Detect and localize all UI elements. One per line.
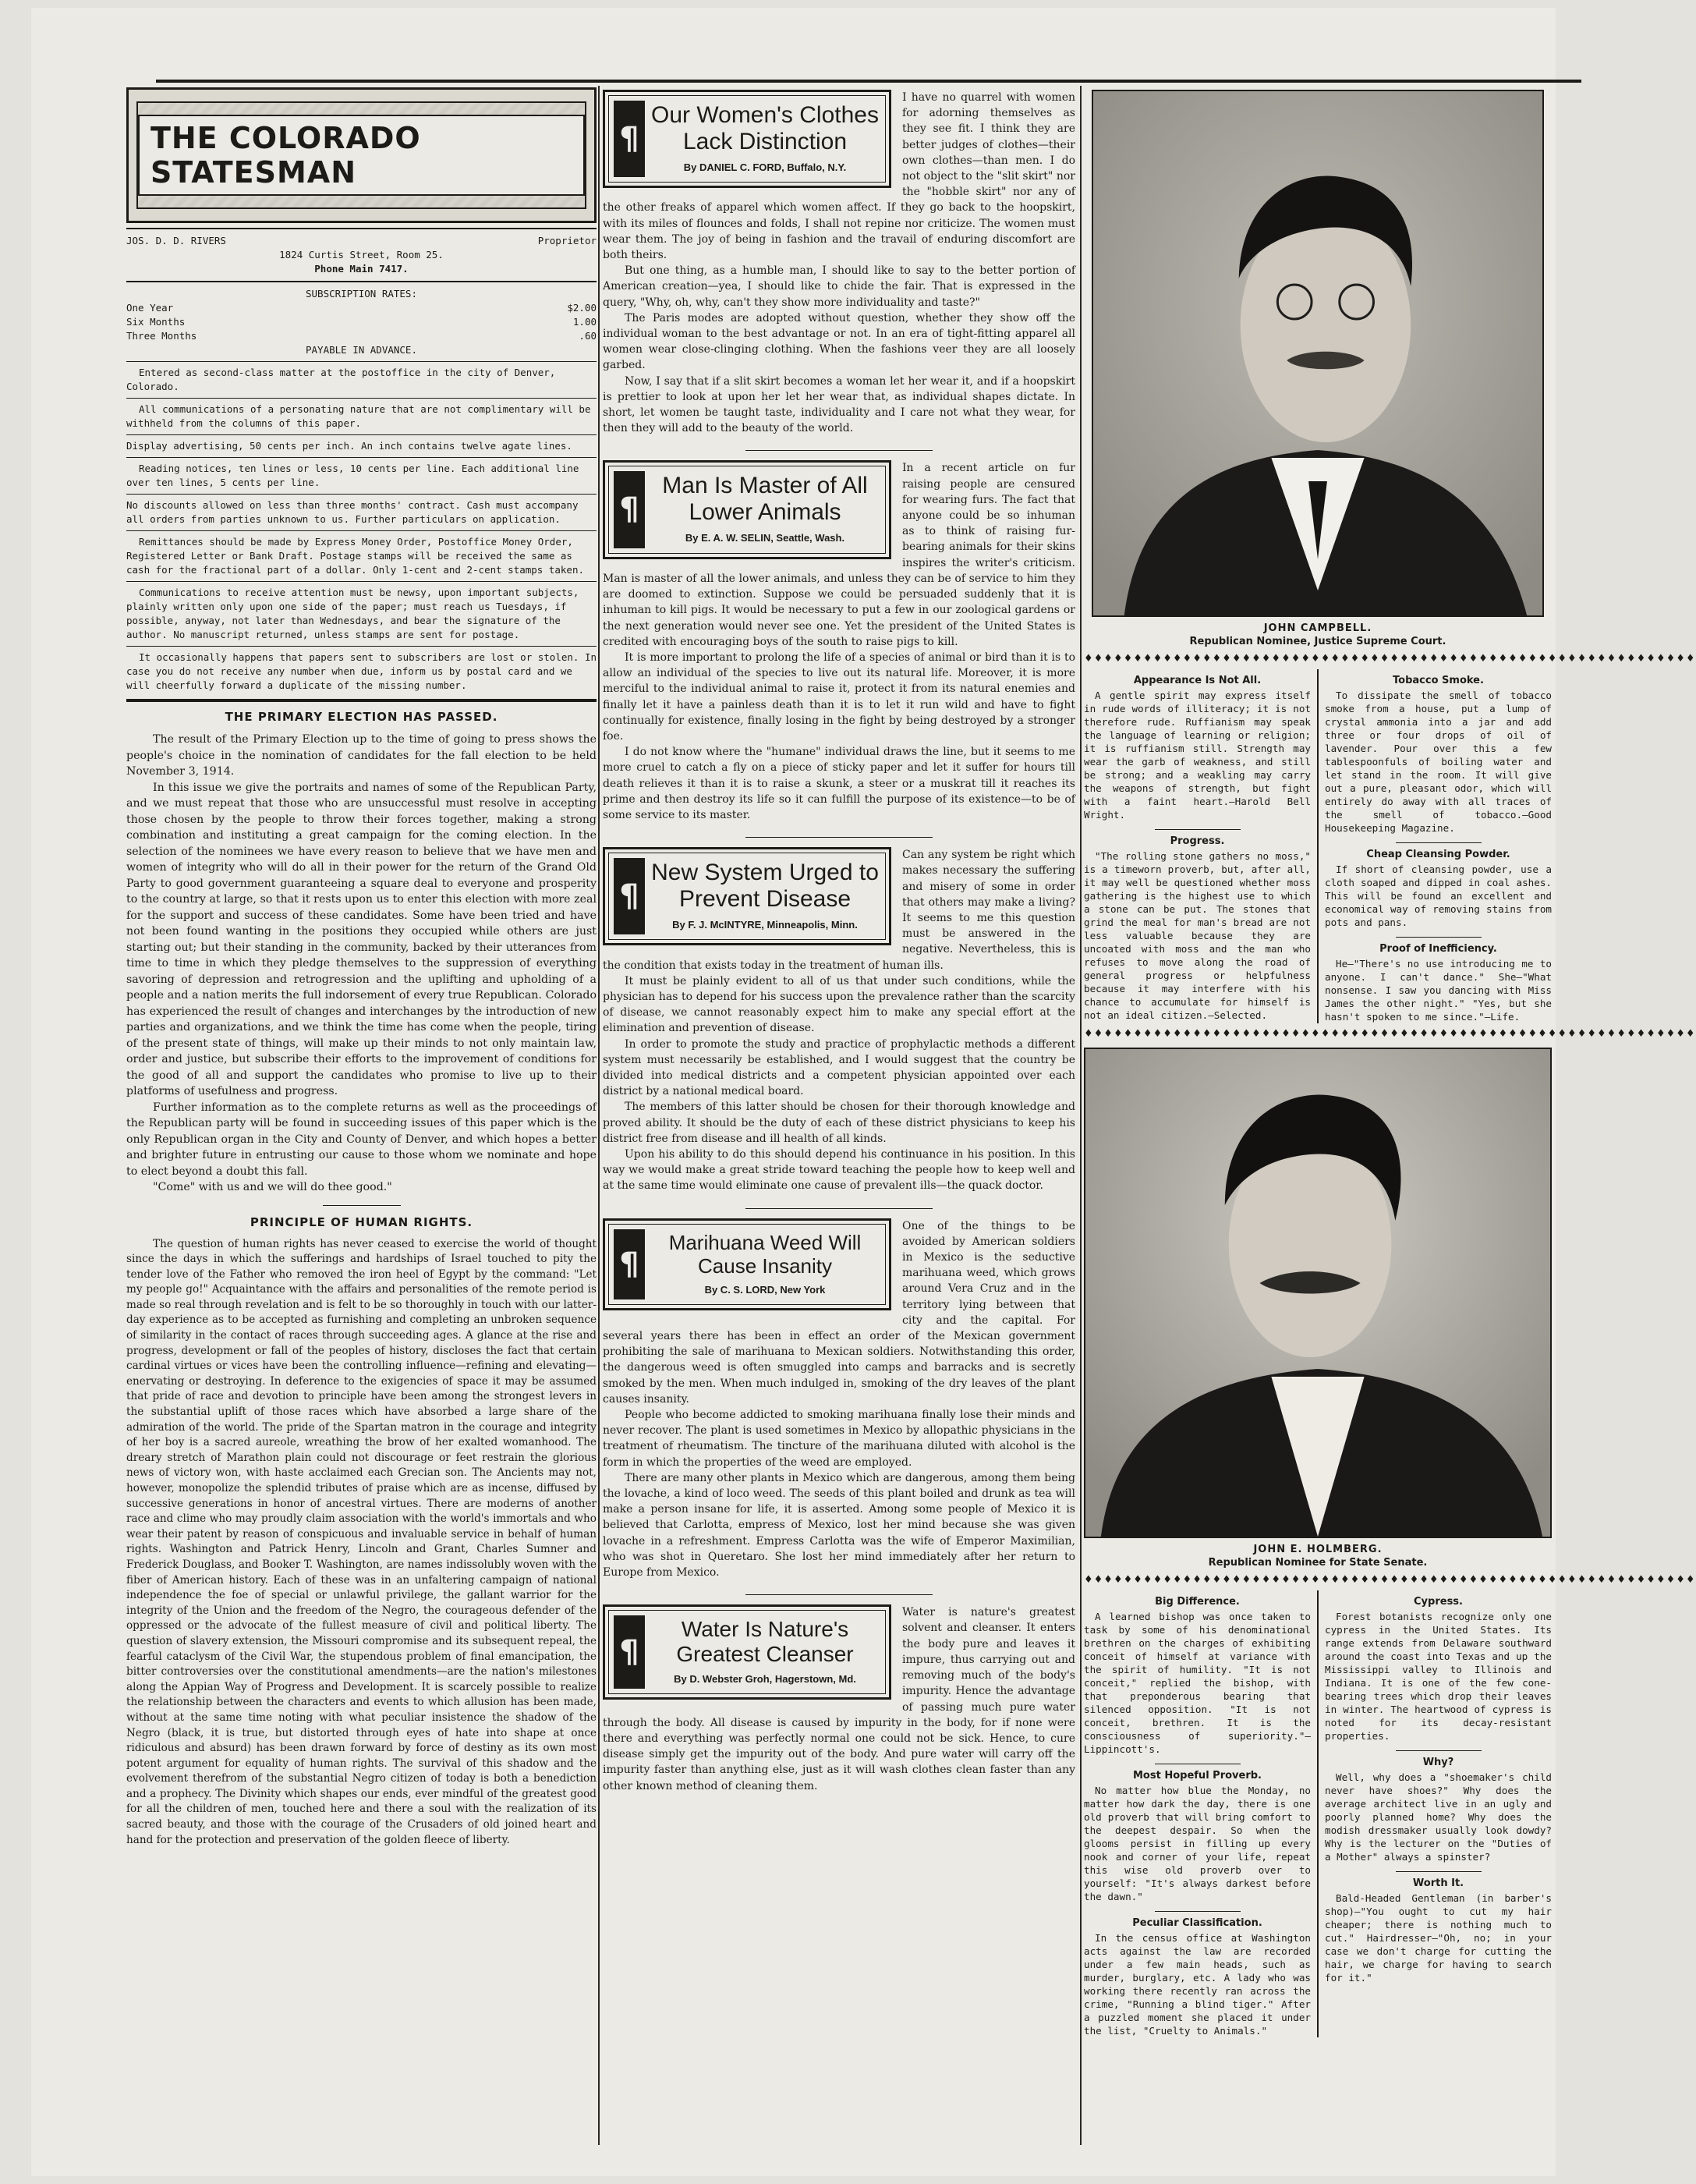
pilcrow-icon: ¶ <box>614 101 645 177</box>
article-byline: By D. Webster Groh, Hagerstown, Md. <box>674 1673 856 1686</box>
filler-text: He—"There's no use introducing me to anyone. I can't dance." She—"What nonsense. I saw you dancing with Miss James the other night." "Yes, but she hasn't spoken to me since."—Life. <box>1325 958 1552 1023</box>
filler-text: To dissipate the smell of tobacco smoke from a house, put a lump of crystal ammonia into a jar and add three or four drops of oil of lavender. Pour over this a few tablespoonfuls of boiling water and let stand in the room. It will give out a pure, pleasant odor, which will entirely do away with all traces of the smell of tobacco.—Good Housekeeping Magazine. <box>1325 690 1552 834</box>
article-title-box <box>603 847 891 945</box>
filler-title: Worth It. <box>1412 1877 1464 1889</box>
filler-column <box>1084 669 1311 1023</box>
filler-text: No matter how blue the Monday, no matter how dark the day, there is one old proverb that will bring comfort to the deepest despair. So when the glooms persist in filling up every nook and corner of your life, repeat this wise old proverb over to yourself: "It's always darkest before the dawn." <box>1084 1785 1311 1902</box>
filler-title: Cypress. <box>1414 1596 1463 1608</box>
filler-title: Cheap Cleansing Powder. <box>1366 849 1510 860</box>
editorial-paragraph: In this issue we give the portraits and names of some of the Republican Party, and we must repeat that those who are unsuccessful must resolve in accepting those chosen by the people to throw their forces together, making a strong combination and instituting a great campaign for the coming election. In the selection of the nominees we have every reason to believe that we have men and women of integrity who will do all in their power for the return of the Grand Old Party to good government guaranteeing a square deal to everyone and prosperity to the country at large, so that it rests upon us to enter this election with more zeal for the support and success of these candidates. Some have been tried and have not been found wanting in the positions they occupied while others are just starting out; but their standing in the community, backed by their utterances from time to time in which they pledge themselves to the suppression of everything savoring of depression and retrogression and the uplifting and upholding of a people and a nation merits the full indorsement of every true Republican. Colorado has experienced the result of changes and interchanges by the introduction of new parties and organizations, and we think the time has come when the people, tiring of the present state of things, will make up their minds to not only maintain law, order and justice, but subscribe their efforts to the improvement of conditions for the good of all and support the candidates who promise to live up to their platforms of usefulness and progress. <box>126 781 597 1097</box>
article-paragraph: I do not know where the "humane" individual draws the line, but it seems to me more cruel to catch a fly on a piece of sticky paper and let it suffer for hours till death relieves it than it is to raise a skunk, a steer or a muskrat till it reaches its prime and then destroy its life so it can fulfill the purpose of its existence—to be of some service to its master. <box>603 746 1075 821</box>
article-paragraph: In order to promote the study and practice of prophylactic methods a different system must necessarily be established, and I would suggest that the country be divided into medical districts and a competent physician appointed over each district by a national medical board. <box>603 1037 1075 1098</box>
editorial-paragraph: The question of human rights has never ceased to exercise the world of thought since the days in which the sufferings and hardships of Israel touched to pity the tender love of the Father who removed the iron heel of Egypt by the command: "Let my people go!" Acquaintance with the affairs and personalities of the remote period is made so real through revelation and is felt to be so thoroughly in touch with our latter-day experience as to be accepted as furnishing and completing an unbroken sequence of similarity in the contact of races through succeeding ages. A glance at the rise and progress, development or fall of the peoples of history, discloses the fact that certain cardinal virtues or vices have been the controlling influence—refining and elevating—enervating or destroying. In deference to the exigencies of space it may be assumed that pride of race and devotion to principle have been among the strongest levers in the substantial uplift of those races which have absorbed a large share of the admiration of the world. The pride of the Spartan matron in the courage and integrity of her boy is a sacred aureole, wreathing the brow of her exalted womanhood. The dreary stretch of Marathon plain could not discourage or feet restrain the glorious news of victory won, with haste acclaimed each Grecian son. The Ancients may not, however, monopolize the splendid tributes of praise which are as incense, diffused by successive generations in honor of ancestral virtues. There are moderns of another race and clime who may proudly claim association with the world's immortals and who wear their patent by reason of conspicuous and invaluable service in behalf of human rights. Washington and Patrick Henry, Lincoln and Grant, Charles Sumner and Frederick Douglass, and Booker T. Washington, are names indissolubly woven with the fiber of American history. Each of these was in an unfaltering campaign of national independence the foe of special or unlawful privilege, the gallant warrior for the integrity of the Union and the freedom of the Negro, the courageous defender of the oppressed or the advocate of the fullest measure of civil and political liberty. The question of slavery extension, the Missouri compromise and its subsequent repeal, the fearful cataclysm of the Civil War, the stupendous problem of final emancipation, the bitter controversies over the constitutional amendments—are the nation's milestones along the Appian Way of Progress and Development. It is scarcely possible to realize the relationship between the characters and events to which allusion has been made, without at the same time noting with what peculiar insistence the shadow of the Negro (black, it is true, but distorted through eyes of hate into shape at once ridiculous and absurd) has been drawn forward by force of destiny as its own most potent argument for equality of human rights. The survival of this shadow and the evolvement therefrom of the substantial Negro citizen of today is both a benediction and a prophecy. The Divinity which shapes our ends, ever mindful of the greatest good for all the children of men, touched here and there a soul with the realization of its sacred beauty, and those with the courage of the Crusaders of old joined heart and hand for the protection and preservation of the golden fleece of liberty. <box>126 1237 597 1846</box>
filler-columns <box>1084 1590 1552 2037</box>
article-paragraph: Water is nature's greatest solvent and cleanser. It enters the body pure and leaves it impure, thus carrying out and removing much of the body's impurity. Hence the advantage of passing much pure water through the body. All disease is caused by impurity in the body, for if none were there and everything was perfectly normal one could not be sick. Hence, to cure disease simply get the impurity out of the body. And pure water will carry off the impurity faster than anything else, just as it will wash clothes clean faster than any other known method of cleaning them. <box>603 1606 1075 1792</box>
article-paragraph: There are many other plants in Mexico which are dangerous, among them being the lovache, a kind of loco weed. The seeds of this plant boiled and drunk as tea will make a person insane for life, it is asserted. Among some people of Mexico it is believed that Carlotta, empress of Mexico, lost her mind because she was given lovache in a refreshment. Empress Carlotta was the wife of Emperor Maximilian, who was shot in Queretaro. She lost her mind immediately after her return to Europe from Mexico. <box>603 1471 1075 1580</box>
article <box>603 1218 1075 1581</box>
article <box>603 847 1075 1193</box>
filler-title: Proof of Inefficiency. <box>1379 943 1497 955</box>
article-byline: By DANIEL C. FORD, Buffalo, N.Y. <box>683 161 847 173</box>
article-title: Water Is Nature's Greatest Cleanser <box>676 1617 854 1667</box>
notice-text: Reading notices, ten lines or less, 10 cents per line. Each additional line over ten lines, 5 cents per line. <box>126 463 579 488</box>
article-paragraph: It must be plainly evident to all of us that under such conditions, while the physician has to depend for his success upon the prevalence rather than the scarcity of disease, we cannot reasonably expect him to make any special effort at the elimination and prevention of disease. <box>603 974 1075 1035</box>
article-byline: By E. A. W. SELIN, Seattle, Wash. <box>685 532 845 544</box>
notice-text: Remittances should be made by Express Money Order, Postoffice Money Order, Registered Letter or Bank Draft. Postage stamps will be received the same as cash for the fractional part of a dollar. Only 1-cent and 2-cent stamps taken. <box>126 536 584 576</box>
top-rule <box>156 80 1581 83</box>
article-title: Our Women's Clothes Lack Distinction <box>651 102 879 154</box>
filler-text: A gentle spirit may express itself in rude words of illiteracy; it is not therefore rude. Ruffianism may speak the language of learning or religion; it is ruffianism still. Strength may wear the garb of weakness, and still be strong; and a weakling may carry the weapons of strength, but fight with a faint heart.—Harold Bell Wright. <box>1084 690 1311 821</box>
article-paragraph: The members of this latter should be chosen for their thorough knowledge and proved ability. It should be the duty of each of these district physicians to keep his district free from disease and ill health of all kinds. <box>603 1101 1075 1145</box>
filler-text: If short of cleansing powder, use a cloth soaped and dipped in coal ashes. This will be found an excellent and economical way of removing stains from pots and pans. <box>1325 863 1552 928</box>
rate-label: One Year <box>126 302 174 314</box>
article-title-box <box>603 1218 891 1310</box>
pilcrow-icon: ¶ <box>614 1615 645 1689</box>
article-paragraph: People who become addicted to smoking marihuana finally lose their minds and never recover. The plant is used sometimes in Mexico by allopathic physicians in the treatment of rheumatism. The tincture of the marihuana diluted with alcohol is the form in which the properties of the weed are employed. <box>603 1409 1075 1469</box>
notice-text: All communications of a personating nature that are not complimentary will be withheld from the columns of this paper. <box>126 403 591 429</box>
article-paragraph: Now, I say that if a slit skirt becomes a woman let her wear it, and if a hoopskirt is prettier to look at upon her let her wear that, as individual shapes dictate. In short, let women be taught taste, individuality and I care not what they wear, for then they will add to the beauty of the world. <box>603 374 1075 435</box>
subscription-heading: SUBSCRIPTION RATES: <box>306 288 417 300</box>
notice-text: No discounts allowed on less than three months' contract. Cash must accompany all orders from parties unknown to us. Further particulars on application. <box>126 499 579 525</box>
notices-block <box>126 366 597 693</box>
filler-column <box>1084 1590 1311 2037</box>
publisher-phone: Phone Main 7417. <box>314 263 409 275</box>
article <box>603 90 1075 436</box>
notice-text: Display advertising, 50 cents per inch. An inch contains twelve agate lines. <box>126 440 572 452</box>
editorial-paragraph: Further information as to the complete returns as well as the proceedings of the Republican party will be found in succeeding issues of this paper which is the only Republican organ in the City and County of Denver, and which hopes a better and brighter future in entrusting our cause to those whom we nominate and hope to elect beyond a doubt this fall. <box>126 1101 597 1178</box>
rate-price: 1.00 <box>572 316 597 328</box>
portrait-name: JOHN E. HOLMBERG. <box>1253 1544 1383 1555</box>
newspaper-page <box>31 8 1696 2176</box>
editorial-title: PRINCIPLE OF HUMAN RIGHTS. <box>250 1214 473 1229</box>
filler-title: Why? <box>1422 1757 1454 1768</box>
editorial-title: THE PRIMARY ELECTION HAS PASSED. <box>225 710 498 724</box>
portrait-image <box>1085 1049 1550 1537</box>
editorial-body <box>126 1237 597 1849</box>
publisher-block <box>126 234 597 276</box>
filler-text: In the census office at Washington acts against the law are recorded under a few main heads, such as murder, burglary, etc. A lady who was working there recently ran across the crime, "Running a blind tiger." After a puzzled moment she placed it under the list, "Cruelty to Animals." <box>1084 1932 1311 2037</box>
filler-title: Tobacco Smoke. <box>1393 675 1484 686</box>
masthead-title: THE COLORADO STATESMAN <box>138 115 585 196</box>
article-paragraph: The Paris modes are adopted without question, whether they show off the individual woman to the best advantage or not. In an era of tight-fitting apparel all women wear close-clinging clothing. When the fashions veer they are all loosely garbed. <box>603 311 1075 372</box>
filler-title: Appearance Is Not All. <box>1133 675 1262 686</box>
filler-column <box>1325 669 1552 1023</box>
notice-text: Entered as second-class matter at the postoffice in the city of Denver, Colorado. <box>126 367 556 392</box>
article-paragraph: I have no quarrel with women for adorning themselves as they see fit. I think they are better judges of clothes—their own clothes—than men. I do not object to the "slit skirt" nor the "hobble skirt" nor any of the other freaks of apparel which women affect. If they go back to the hoopskirt, with its miles of flounces and folds, I shall not repine nor criticize. The women must wear them. The joy of being in fashion and the travail of enduring discomfort are both theirs. <box>603 91 1075 262</box>
subscription-block <box>126 287 597 357</box>
column-rule <box>1080 86 1082 2145</box>
publisher-role: Proprietor <box>537 235 597 246</box>
rate-label: Six Months <box>126 316 186 328</box>
payable-advance: PAYABLE IN ADVANCE. <box>306 344 417 356</box>
filler-text: "The rolling stone gathers no moss," is a timeworn proverb, but, after all, it may well be questioned whether moss gathering is the highest use to which a stone can be put. The stones that grind the meal for man's bread are not less valuable because they are uncoated with moss and the man who refuses to move along the road of general progress or helpfulness because it may interfere with his chance to accumulate for himself is not an ideal citizen.—Selected. <box>1084 850 1311 1021</box>
article-title-box <box>603 90 891 188</box>
article-paragraph: In a recent article on fur raising people are censured for wearing furs. The fact that anyone could be so inhuman as to think of raising fur-bearing animals for their skins inspires the writer's criticism. Man is master of all the lower animals, and unless they can be of service to him they are doomed to extinction. Suppose we could be persuaded suddenly that it is inhuman to kill pigs. It would be necessary to put a few in our zoological gardens or the next generation would never see one. Yet the president of the United States is credited with encouraging boys of the south to raise pigs to kill. <box>603 462 1075 648</box>
article <box>603 1604 1075 1793</box>
article-paragraph: Can any system be right which makes necessary the suffering and misery of some in order that others may make a living? It seems to me this question must be answered in the negative. Nevertheless, this is the condition that exists today in the treatment of human ills. <box>603 849 1075 972</box>
pilcrow-icon: ¶ <box>614 1229 645 1299</box>
pilcrow-icon: ¶ <box>614 858 645 934</box>
filler-text: A learned bishop was once taken to task by some of his denominational brethren on the charges of exhibiting conceit of himself at variance with the spirit of humility. "It is not conceit," replied the bishop, with that preponderous bearing that silenced opposition. "It is not conceit, brethren. It is the consciousness of superiority."—Lippincott's. <box>1084 1611 1311 1755</box>
editorial-body <box>126 732 597 1196</box>
article-title: Marihuana Weed Will Cause Insanity <box>668 1230 862 1278</box>
filler-text: Forest botanists recognize only one cypress in the United States. Its range extends from Delaware southward around the coast into Texas and up the Mississippi valley to Illinois and Indiana. It is one of the few cone-bearing trees which drop their leaves in winter. The heartwood of cypress is noted for its decay-resistant properties. <box>1325 1611 1552 1742</box>
ornament-rule: ♦♦♦♦♦♦♦♦♦♦♦♦♦♦♦♦♦♦♦♦♦♦♦♦♦♦♦♦♦♦♦♦♦♦♦♦♦♦♦♦♦♦♦♦♦♦♦♦♦♦♦♦♦♦♦♦♦♦♦♦♦♦ <box>1084 1028 1696 1040</box>
article-title-box <box>603 460 891 558</box>
filler-text: Well, why does a "shoemaker's child never have shoes?" Why does the average architect live in an ugly and poorly planned home? Why does the modish dressmaker usually look dowdy? Why is the lecturer on the "Duties of a Mother" always a spinster? <box>1325 1771 1552 1863</box>
portrait-photo <box>1092 90 1544 617</box>
portrait-caption <box>1084 622 1552 648</box>
masthead-frame <box>136 101 586 209</box>
rate-label: Three Months <box>126 330 197 342</box>
filler-title: Big Difference. <box>1155 1596 1240 1608</box>
article-byline: By C. S. LORD, New York <box>704 1283 826 1296</box>
ornament-rule: ♦♦♦♦♦♦♦♦♦♦♦♦♦♦♦♦♦♦♦♦♦♦♦♦♦♦♦♦♦♦♦♦♦♦♦♦♦♦♦♦♦♦♦♦♦♦♦♦♦♦♦♦♦♦♦♦♦♦♦♦♦♦ <box>1084 653 1696 665</box>
article-paragraph: One of the things to be avoided by American soldiers in Mexico is the seductive marihuana weed, which grows around Vera Cruz and in the territory lying between that city and the capital. For several years there has been in effect an order of the Mexican government prohibiting the sale of marihuana to Mexican soldiers. Notwithstanding this order, the dangerous weed is often smuggled into camps and barracks and is secretly smoked by the men. When much indulged in, smoking of the dry leaves of the plant causes insanity. <box>603 1219 1075 1406</box>
portrait-photo <box>1084 1048 1552 1538</box>
article-title: Man Is Master of All Lower Animals <box>662 473 868 526</box>
editorial-paragraph: "Come" with us and we will do thee good." <box>153 1181 392 1193</box>
editorial-paragraph: The result of the Primary Election up to the time of going to press shows the people's choice in the nomination of candidates for the fall election to be held November 3, 1914. <box>126 733 597 778</box>
filler-column <box>1325 1590 1552 2037</box>
article-title-box <box>603 1604 891 1700</box>
masthead <box>126 87 597 223</box>
filler-title: Most Hopeful Proverb. <box>1133 1770 1262 1782</box>
column-middle <box>603 90 1075 1794</box>
column-left <box>126 87 597 1848</box>
article-title: New System Urged to Prevent Disease <box>651 860 879 913</box>
portrait-name: JOHN CAMPBELL. <box>1263 622 1372 634</box>
article-paragraph: But one thing, as a humble man, I should like to say to the better portion of American creation—yea, I should like to chide the fair. That is expressed in the query, "Why, oh, why, can't they show more individuality and taste?" <box>603 264 1075 309</box>
article-byline: By F. J. McINTYRE, Minneapolis, Minn. <box>672 919 858 931</box>
portrait-office: Republican Nominee, Justice Supreme Court. <box>1189 636 1446 647</box>
portrait-image <box>1093 91 1542 615</box>
filler-title: Progress. <box>1170 835 1225 847</box>
pilcrow-icon: ¶ <box>614 471 645 548</box>
filler-columns <box>1084 669 1552 1023</box>
article <box>603 460 1075 823</box>
column-rule <box>598 86 600 2145</box>
notice-text: It occasionally happens that papers sent to subscribers are lost or stolen. In case you do not receive any number when due, inform us by postal card and we will cheerfully forward a duplicate of the missing number. <box>126 651 597 691</box>
article-paragraph: Upon his ability to do this should depend his continuance in his position. In this way we would make a great stride toward teaching the people how to keep well and at the same time would eliminate one cause of prevalent ills—the quack doctor. <box>603 1148 1075 1193</box>
filler-text: Bald-Headed Gentleman (in barber's shop)—"You ought to cut my hair cheaper; there is nothing much to cut." Hairdresser—"Oh, no; in your case we don't charge for cutting the hair, we charge for having to search for it." <box>1325 1892 1552 1984</box>
notice-text: Communications to receive attention must be newsy, upon important subjects, plainly written only upon one side of the paper; must reach us Tuesdays, if possible, anyway, not later than Wednesdays, and bear the signature of the author. No manuscript returned, unless stamps are sent for postage. <box>126 587 579 640</box>
article-paragraph: It is more important to prolong the life of a species of animal or bird than it is to allow an individual of the species to live out its natural life. Moreover, it is more merciful to the individual animal to raise it, protect it from its natural enemies and finally let it have a painless death than it is to let it run wild and have to fight continually for existence, finally losing in the fight by being destroyed by a stronger foe. <box>603 651 1075 743</box>
ornament-rule: ♦♦♦♦♦♦♦♦♦♦♦♦♦♦♦♦♦♦♦♦♦♦♦♦♦♦♦♦♦♦♦♦♦♦♦♦♦♦♦♦♦♦♦♦♦♦♦♦♦♦♦♦♦♦♦♦♦♦♦♦♦♦ <box>1084 1574 1696 1586</box>
portrait-caption <box>1084 1543 1552 1569</box>
rate-price: $2.00 <box>567 302 597 314</box>
filler-title: Peculiar Classification. <box>1132 1917 1262 1929</box>
rate-price: .60 <box>579 330 597 342</box>
publisher-name: JOS. D. D. RIVERS <box>126 235 226 246</box>
portrait-office: Republican Nominee for State Senate. <box>1208 1557 1428 1569</box>
column-right <box>1084 90 1696 2037</box>
publisher-address: 1824 Curtis Street, Room 25. <box>279 249 444 261</box>
